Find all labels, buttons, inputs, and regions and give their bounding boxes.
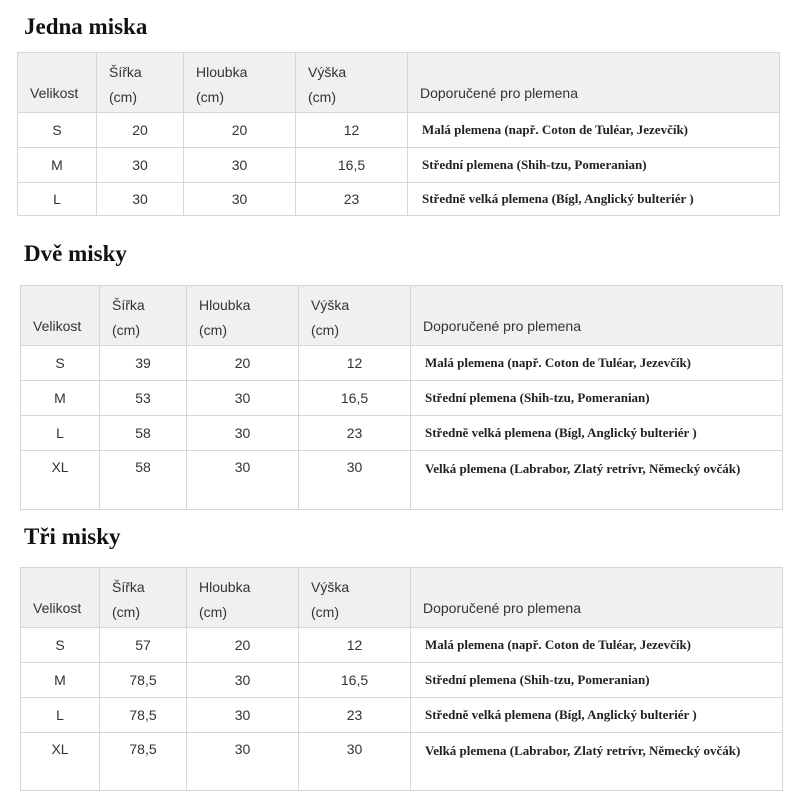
cell-height: 30 [299, 451, 411, 510]
cell-size: S [21, 346, 100, 381]
header-breeds: Doporučené pro plemena [411, 286, 783, 346]
cell-width: 58 [100, 416, 187, 451]
cell-width: 53 [100, 381, 187, 416]
table-row [21, 698, 783, 733]
size-table-two-bowls [20, 285, 783, 510]
header-width: Šířka (cm) [97, 53, 184, 113]
table-row [21, 416, 783, 451]
header-width: Šířka (cm) [100, 568, 187, 628]
cell-size: XL [21, 451, 100, 510]
cell-size: S [21, 628, 100, 663]
cell-size: M [21, 663, 100, 698]
cell-depth: 30 [187, 451, 299, 510]
table-row [18, 183, 780, 216]
cell-width: 20 [97, 113, 184, 148]
size-table-single-bowl [17, 52, 780, 216]
table-row [21, 381, 783, 416]
header-size: Velikost [21, 286, 100, 346]
header-size: Velikost [18, 53, 97, 113]
cell-breeds: Velká plemena (Labrabor, Zlatý retrívr, Německý ovčák) [411, 451, 783, 510]
cell-depth: 30 [187, 733, 299, 791]
cell-width: 78,5 [100, 663, 187, 698]
cell-height: 23 [299, 416, 411, 451]
cell-breeds: Malá plemena (např. Coton de Tuléar, Jezevčík) [411, 628, 783, 663]
cell-depth: 30 [184, 183, 296, 216]
table-header-row [18, 53, 780, 113]
header-depth: Hloubka (cm) [187, 568, 299, 628]
cell-size: M [18, 148, 97, 183]
header-height: Výška (cm) [299, 286, 411, 346]
cell-depth: 20 [184, 113, 296, 148]
header-height: Výška (cm) [296, 53, 408, 113]
cell-depth: 30 [187, 698, 299, 733]
cell-breeds: Středně velká plemena (Bígl, Anglický bulteriér ) [411, 416, 783, 451]
cell-depth: 30 [187, 663, 299, 698]
cell-breeds: Středně velká plemena (Bígl, Anglický bulteriér ) [411, 698, 783, 733]
table-row [18, 113, 780, 148]
cell-depth: 20 [187, 346, 299, 381]
table-header-row [21, 286, 783, 346]
header-depth: Hloubka (cm) [184, 53, 296, 113]
cell-size: M [21, 381, 100, 416]
cell-depth: 30 [184, 148, 296, 183]
section-title-single-bowl: Jedna miska [24, 14, 148, 39]
cell-height: 12 [299, 346, 411, 381]
table-header-row [21, 568, 783, 628]
cell-depth: 20 [187, 628, 299, 663]
header-width: Šířka (cm) [100, 286, 187, 346]
header-size: Velikost [21, 568, 100, 628]
table-row [21, 733, 783, 791]
size-table-three-bowls [20, 567, 783, 791]
table-row [18, 148, 780, 183]
table-row [21, 628, 783, 663]
cell-breeds: Malá plemena (např. Coton de Tuléar, Jezevčík) [408, 113, 780, 148]
cell-height: 12 [296, 113, 408, 148]
cell-height: 23 [299, 698, 411, 733]
header-depth: Hloubka (cm) [187, 286, 299, 346]
header-height: Výška (cm) [299, 568, 411, 628]
cell-breeds: Střední plemena (Shih-tzu, Pomeranian) [411, 381, 783, 416]
table-row [21, 663, 783, 698]
cell-size: L [18, 183, 97, 216]
cell-height: 16,5 [296, 148, 408, 183]
cell-breeds: Středně velká plemena (Bígl, Anglický bulteriér ) [408, 183, 780, 216]
cell-depth: 30 [187, 416, 299, 451]
cell-height: 30 [299, 733, 411, 791]
cell-size: XL [21, 733, 100, 791]
cell-breeds: Střední plemena (Shih-tzu, Pomeranian) [408, 148, 780, 183]
cell-height: 23 [296, 183, 408, 216]
cell-height: 16,5 [299, 663, 411, 698]
cell-breeds: Velká plemena (Labrabor, Zlatý retrívr, Německý ovčák) [411, 733, 783, 791]
cell-width: 57 [100, 628, 187, 663]
cell-width: 39 [100, 346, 187, 381]
cell-width: 30 [97, 183, 184, 216]
cell-breeds: Malá plemena (např. Coton de Tuléar, Jezevčík) [411, 346, 783, 381]
cell-width: 58 [100, 451, 187, 510]
table-row [21, 451, 783, 510]
cell-height: 12 [299, 628, 411, 663]
header-breeds: Doporučené pro plemena [411, 568, 783, 628]
cell-size: L [21, 698, 100, 733]
table-row [21, 346, 783, 381]
section-title-three-bowls: Tři misky [24, 524, 121, 549]
section-title-two-bowls: Dvě misky [24, 241, 127, 266]
cell-depth: 30 [187, 381, 299, 416]
cell-height: 16,5 [299, 381, 411, 416]
cell-size: L [21, 416, 100, 451]
cell-width: 78,5 [100, 698, 187, 733]
cell-width: 30 [97, 148, 184, 183]
cell-breeds: Střední plemena (Shih-tzu, Pomeranian) [411, 663, 783, 698]
cell-size: S [18, 113, 97, 148]
cell-width: 78,5 [100, 733, 187, 791]
header-breeds: Doporučené pro plemena [408, 53, 780, 113]
